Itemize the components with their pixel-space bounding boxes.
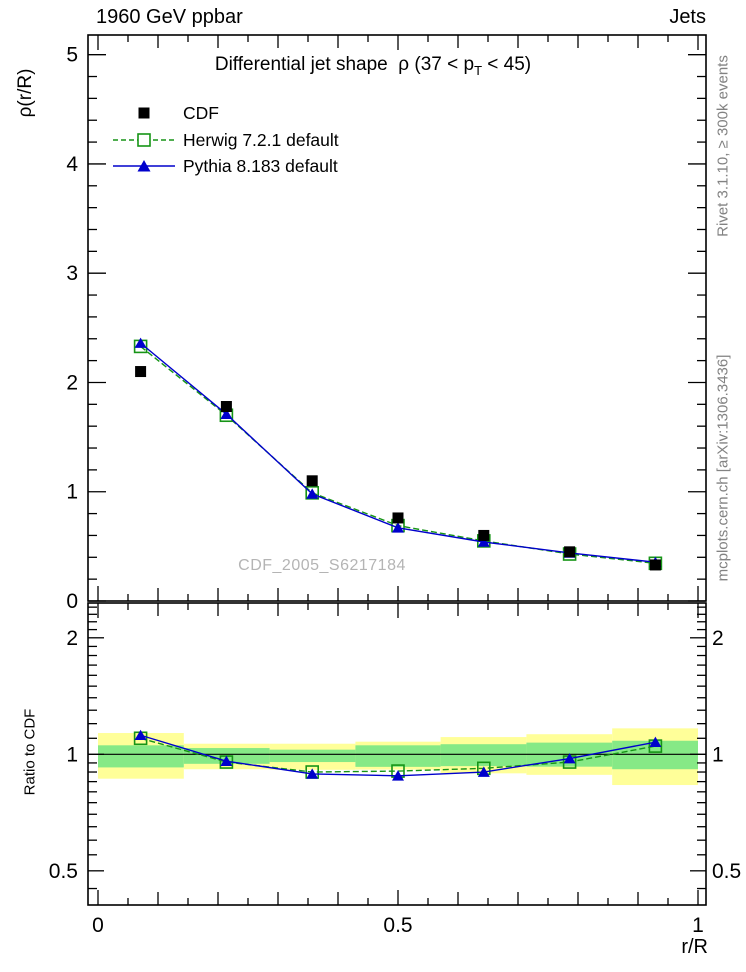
series-marker — [135, 338, 147, 348]
x-tick-label: 0 — [92, 914, 104, 937]
series-marker — [392, 522, 404, 532]
data-point-marker — [650, 559, 661, 570]
uncertainty-band-inner — [98, 745, 184, 767]
legend-item-herwig — [113, 132, 339, 148]
main-y-tick-label: 5 — [66, 43, 78, 67]
legend-label-pythia: Pythia 8.183 default — [183, 156, 338, 176]
legend-label-cdf: CDF — [183, 103, 219, 123]
ratio-y-tick-label: 0.5 — [48, 859, 78, 883]
ratio-y-tick-label-right: 0.5 — [712, 859, 742, 883]
x-tick-label: 0.5 — [383, 914, 413, 937]
main-y-tick-label: 0 — [66, 590, 78, 613]
legend-label-herwig: Herwig 7.2.1 default — [183, 130, 339, 150]
plot-title-suffix: < 45) — [482, 54, 532, 76]
solid-line-triangle-marker-icon — [113, 158, 175, 174]
dashed-line-open-square-marker-icon — [113, 132, 175, 148]
header-analysis-group: Jets — [669, 6, 706, 28]
main-y-tick-label: 4 — [66, 152, 78, 176]
header-beam-energy: 1960 GeV ppbar — [96, 6, 243, 28]
legend-item-pythia — [113, 158, 338, 174]
x-tick-label: 1 — [692, 914, 704, 937]
legend-item-cdf — [113, 105, 219, 121]
data-point-marker — [307, 475, 318, 486]
plot-title-subscript: T — [474, 62, 483, 78]
data-point-marker — [478, 530, 489, 541]
ratio-y-tick-label: 1 — [66, 743, 78, 767]
main-y-tick-label: 2 — [66, 371, 78, 395]
analysis-id-watermark: CDF_2005_S6217184 — [238, 557, 406, 574]
main-y-tick-label: 1 — [66, 480, 78, 504]
data-point-marker — [393, 512, 404, 523]
mcplots-credit-caption: mcplots.cern.ch [arXiv:1306.3436] — [714, 354, 732, 582]
filled-square-marker-icon — [113, 105, 175, 121]
ratio-y-axis-title: Ratio to CDF — [21, 708, 39, 796]
uncertainty-band-inner — [355, 745, 440, 767]
main-y-tick-label: 3 — [66, 262, 78, 286]
ratio-y-tick-label-right: 2 — [712, 626, 724, 650]
uncertainty-band-inner — [270, 750, 356, 762]
plot-title — [215, 54, 531, 78]
data-point-marker — [221, 401, 232, 412]
main-y-axis-title: ρ(r/R) — [15, 68, 36, 118]
ratio-y-tick-label: 2 — [66, 626, 78, 650]
plot-title-prefix: Differential jet shape ρ (37 < p — [214, 54, 475, 76]
x-axis-title: r/R — [681, 936, 708, 958]
data-point-marker — [135, 366, 146, 377]
ratio-y-tick-label-right: 1 — [712, 743, 724, 767]
rivet-version-caption: Rivet 3.1.10, ≥ 300k events — [714, 55, 732, 237]
data-point-marker — [564, 546, 575, 557]
